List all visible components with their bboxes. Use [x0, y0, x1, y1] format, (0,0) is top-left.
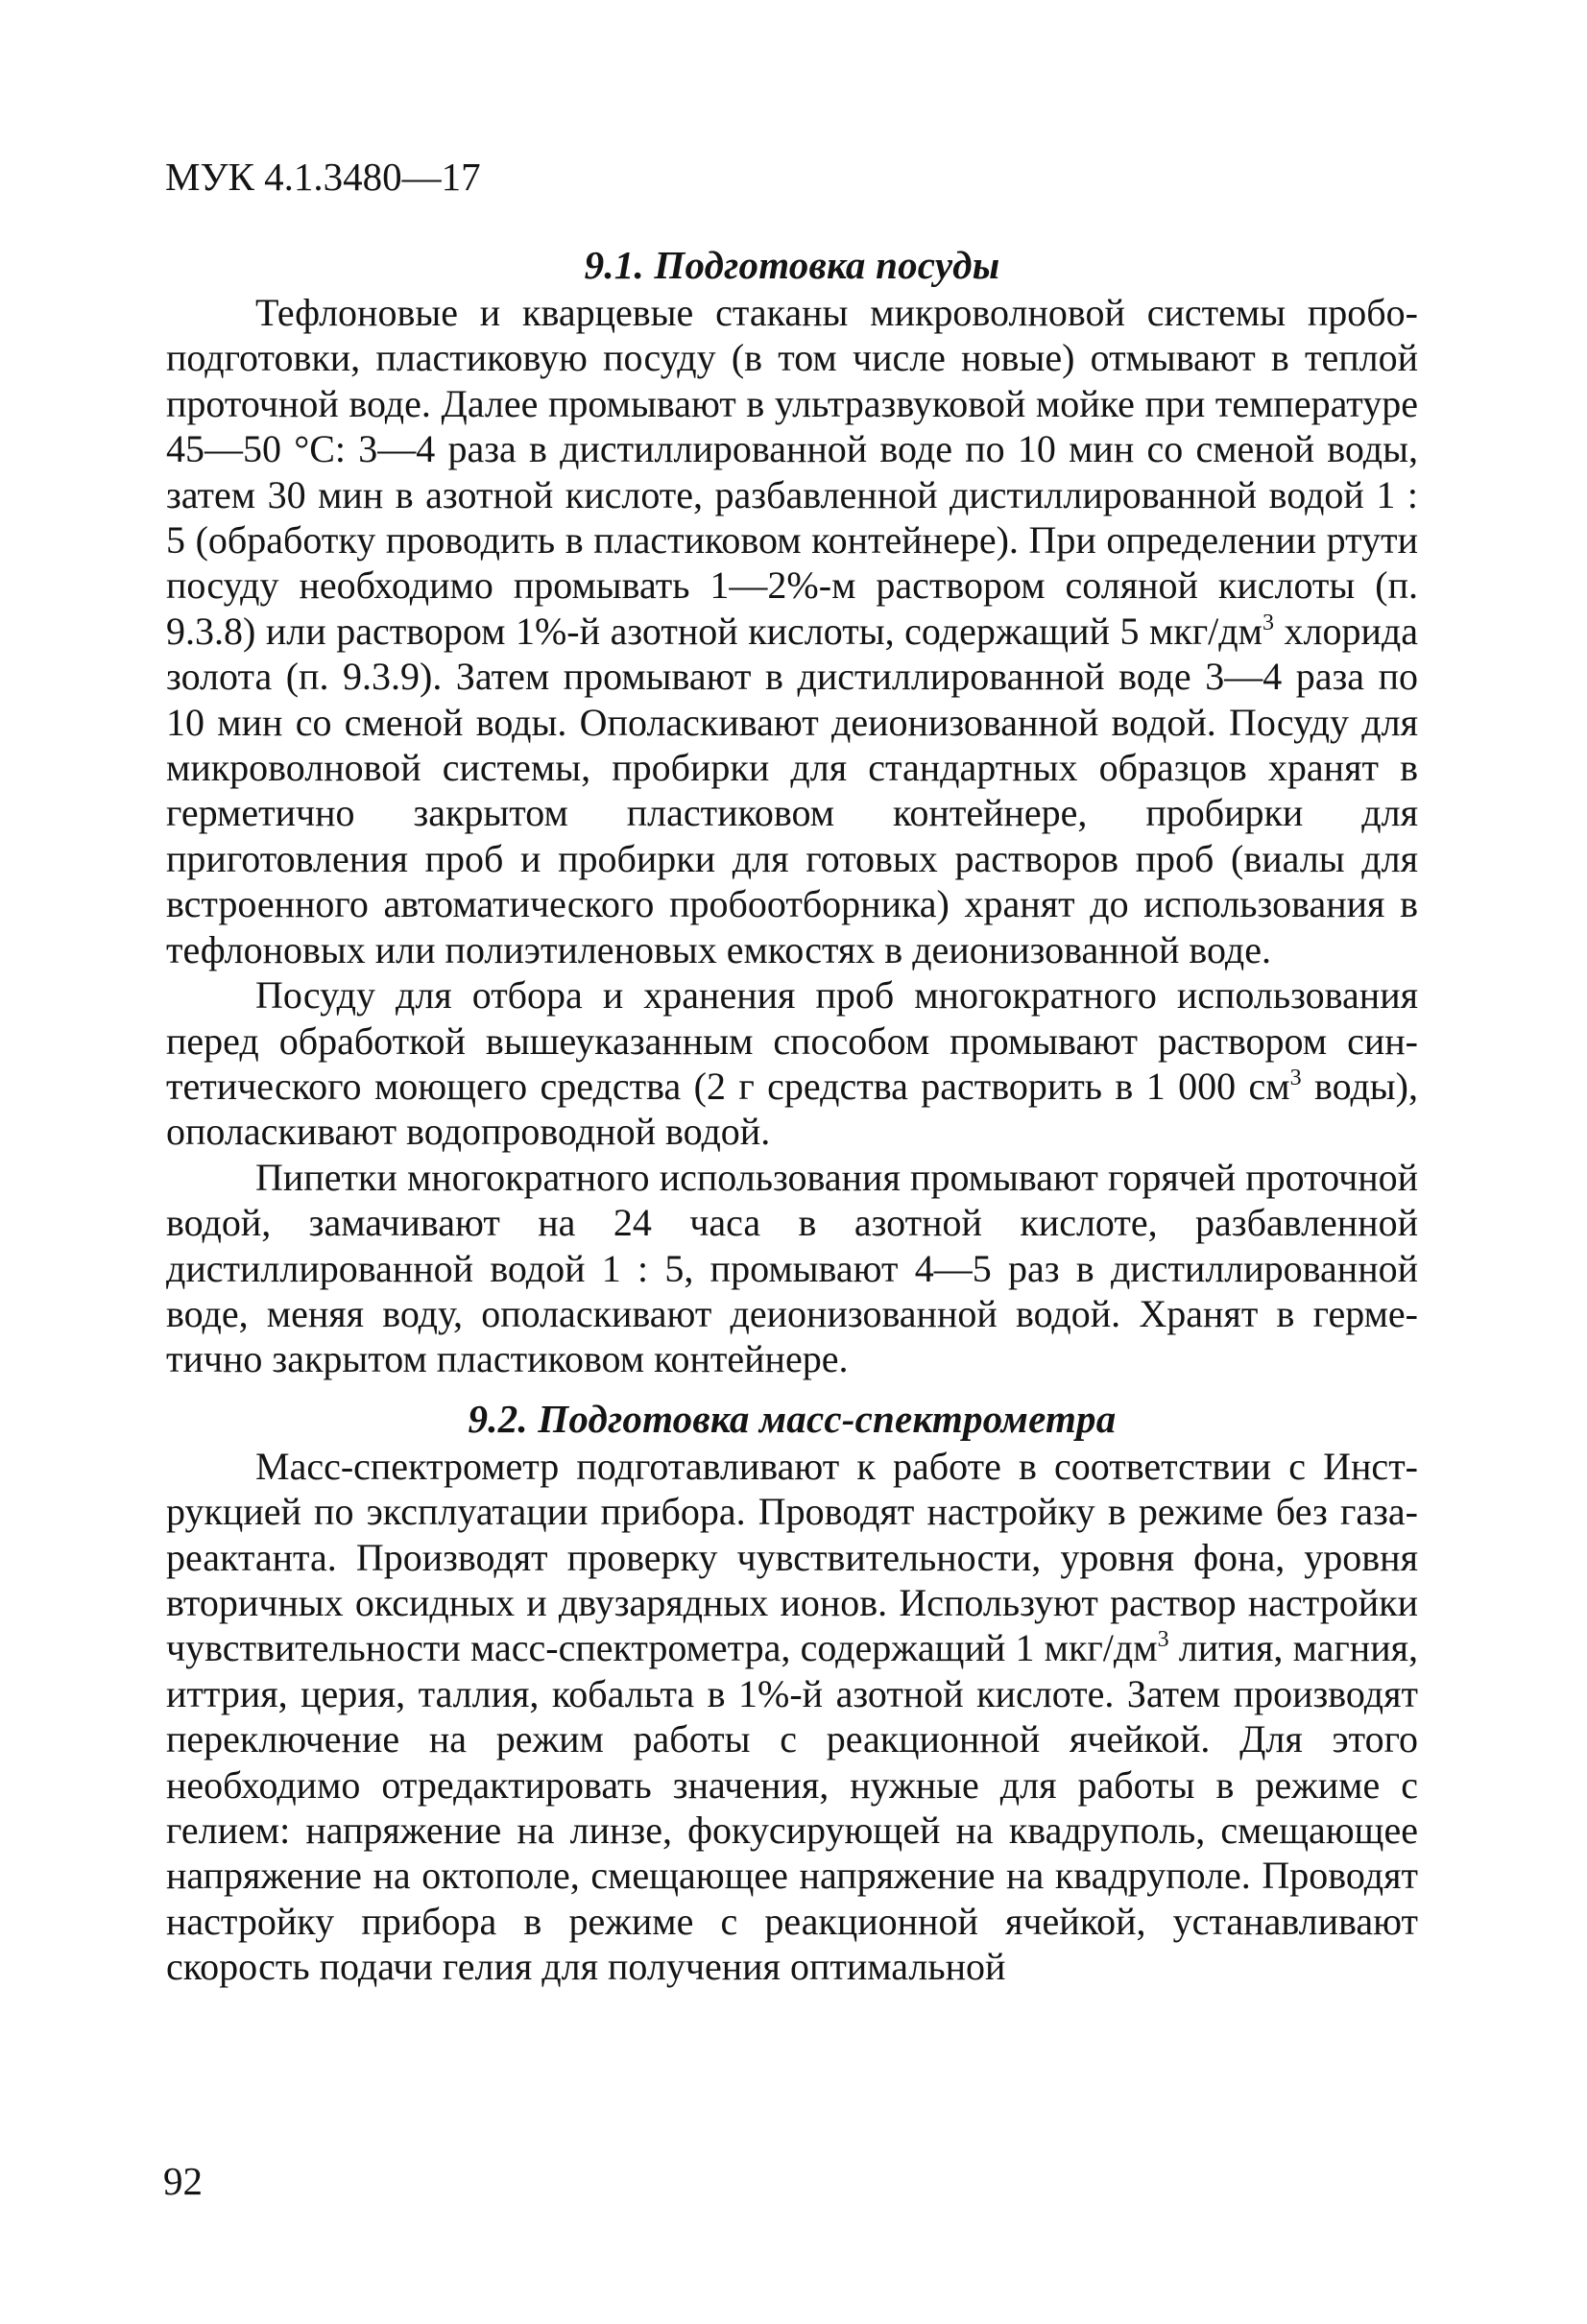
paragraph-pipettes: Пипетки многократного использования промывают горячей проточной водой, замачивают на 24 часа в азотной кислоте, разбавленной дистиллированной водой 1 : 5, промывают 4—5 раз в дистиллированной воде, меняя воду, ополаскивают деионизованной водой. Хранят в герметично закрытом пластиковом контейнере.: [166, 1155, 1418, 1381]
superscript: 3: [1289, 1065, 1302, 1090]
paragraph-text: воды), ополаскивают водопроводной водой.: [166, 1064, 1418, 1154]
section-heading-9-1: 9.1. Подготовка посуды: [584, 243, 1000, 287]
document-code-header: МУК 4.1.3480—17: [165, 155, 481, 199]
paragraph-text: Посуду для отбора и хранения проб многократного использования перед обработкой вышеуказанным способом промывают раствором синтетического моющего средства (2 г средства растворить в 1 000 см: [166, 973, 1418, 1108]
paragraph-mass-spectrometer: [166, 1444, 1418, 1990]
paragraph-text: Тефлоновые и кварцевые стаканы микроволновой системы пробоподготовки, пластиковую посуду (в том числе новые) отмывают в теплой проточной воде. Далее промывают в ультразвуковой мойке при температуре 45—50 °С: 3—4 раза в дистиллированной воде по 10 мин со сменой воды, затем 30 мин в азотной кислоте, разбавленной дистиллированной водой 1 : 5 (обработку проводить в пластиковом контейнере). При определении ртути посуду необходимо промывать 1—2%-м раствором соляной кислоты (п. 9.3.8) или раствором 1%-й азотной кислоты, содержащий 5 мкг/дм: [166, 291, 1418, 653]
section-heading-9-2: 9.2. Подготовка масс-спектрометра: [468, 1396, 1117, 1441]
page-body: [166, 242, 1418, 1990]
superscript: 3: [1262, 610, 1274, 635]
paragraph-glassware-cleaning: [166, 290, 1418, 972]
paragraph-text: хлорида золота (п. 9.3.9). Затем промывают в дистиллированной воде 3—4 раза по 10 мин со сменой воды. Ополаскивают деионизованной водой. Посуду для микроволновой системы, пробирки для стандартных образцов хранят в герметично закрытом пластиковом контейнере, пробирки для приготовления проб и пробирки для готовых растворов проб (виалы для встроенного автоматического пробоотборника) хранят до использования в тефлоновых или полиэтиленовых емкостях в деионизованной воде.: [166, 609, 1418, 971]
paragraph-text: Масс-спектрометр подготавливают к работе в соответствии с Инструкцией по эксплуатации прибора. Проводят настройку в режиме без газа-реактанта. Производят проверку чувствительности, уровня фона, уровня вторичных оксидных и двузарядных ионов. Используют раствор настройки чувствительности масс-спектрометра, содержащий 1 мкг/дм: [166, 1444, 1418, 1670]
paragraph-sampling-ware: [166, 972, 1418, 1155]
paragraph-text: лития, магния, иттрия, церия, таллия, кобальта в 1%-й азотной кислоте. Затем производят переключение на режим работы с реакционной ячейкой. Для этого необходимо отредактировать значения, нужные для работы в режиме с гелием: напряжение на линзе, фокусирующей на квадруполь, смещающее напряжение на октополе, смещающее напряжение на квадруполе. Проводят настройку прибора в режиме с реакционной ячейкой, устанавливают скорость подачи гелия для получения оптимальной: [166, 1626, 1418, 1989]
page-number: 92: [163, 2159, 203, 2203]
superscript: 3: [1157, 1627, 1169, 1653]
